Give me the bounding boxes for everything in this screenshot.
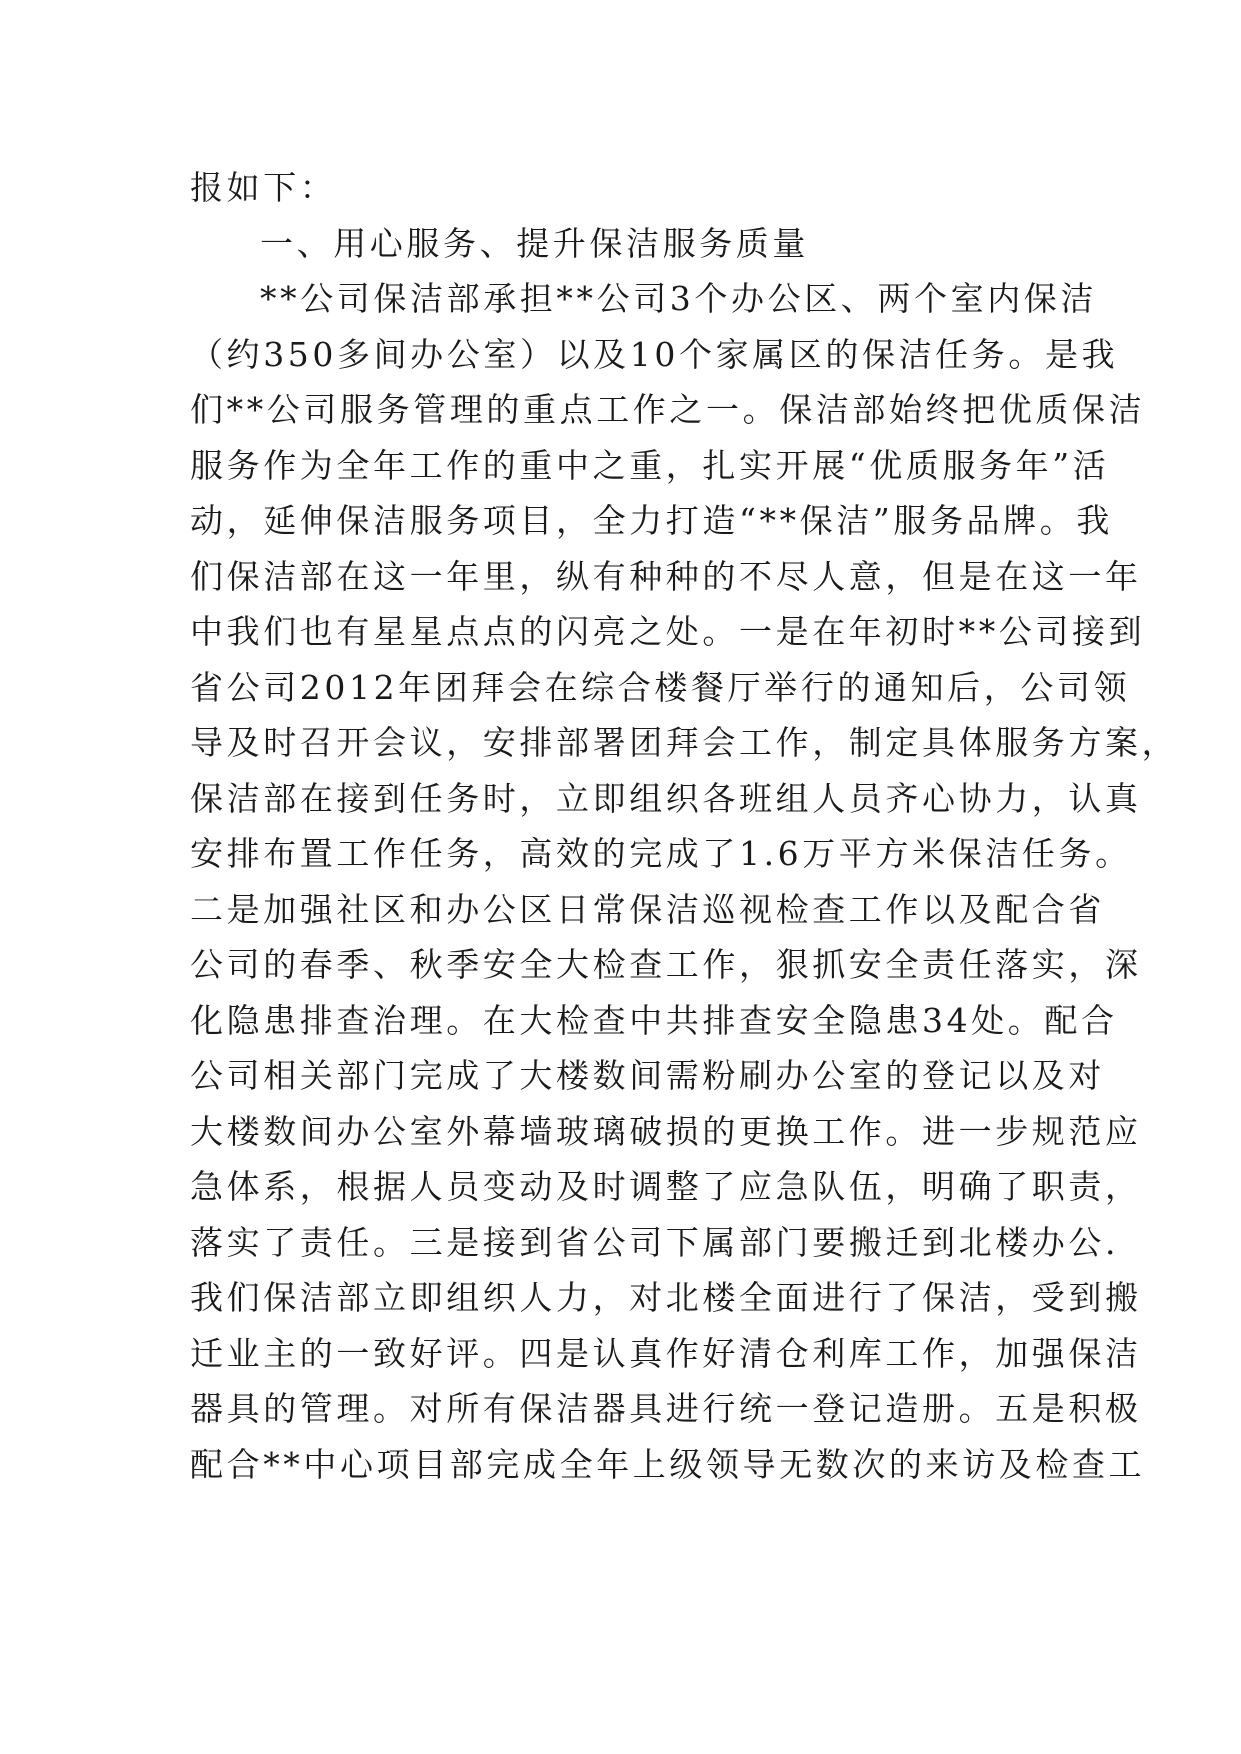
- text-line: 急体系，根据人员变动及时调整了应急队伍，明确了职责，: [190, 1167, 1142, 1206]
- text-line: 我们保洁部立即组织人力，对北楼全面进行了保洁，受到搬: [190, 1278, 1142, 1317]
- body-text: [190, 160, 1179, 1492]
- text-line: 公司相关部门完成了大楼数间需粉刷办公室的登记以及对: [190, 1056, 1105, 1095]
- text-line: 们保洁部在这一年里，纵有种种的不尽人意，但是在这一年: [190, 556, 1142, 596]
- text-line: 安排布置工作任务，高效的完成了1.6万平方米保洁任务。: [190, 834, 1132, 873]
- text-line: **公司保洁部承担**公司3个办公区、两个室内保洁: [260, 279, 1097, 318]
- text-line: 公司的春季、秋季安全大检查工作，狠抓安全责任落实，深: [190, 945, 1142, 984]
- text-line: 报如下：: [190, 168, 337, 207]
- section-heading: 一、用心服务、提升保洁服务质量: [260, 223, 809, 263]
- text-line: 服务作为全年工作的重中之重，扎实开展“优质服务年”活: [190, 445, 1110, 485]
- text-line: 迁业主的一致好评。四是认真作好清仓利库工作，加强保洁: [190, 1333, 1142, 1373]
- text-line: 化隐患排查治理。在大检查中共排查安全隐患34处。配合: [190, 1000, 1118, 1040]
- text-line: 导及时召开会议，安排部署团拜会工作，制定具体服务方案，: [190, 723, 1179, 762]
- text-line: 动，延伸保洁服务项目，全力打造“**保洁”服务品牌。我: [190, 501, 1113, 540]
- text-line: 落实了责任。三是接到省公司下属部门要搬迁到北楼办公.: [190, 1222, 1120, 1262]
- text-line: 保洁部在接到任务时，立即组织各班组人员齐心协力，认真: [190, 778, 1142, 818]
- text-line: 器具的管理。对所有保洁器具进行统一登记造册。五是积极: [190, 1389, 1142, 1428]
- text-line: 中我们也有星星点点的闪亮之处。一是在年初时**公司接到: [190, 612, 1146, 651]
- text-line: （约350多间办公室）以及10个家属区的保洁任务。是我: [190, 334, 1119, 374]
- text-line: 们**公司服务管理的重点工作之一。保洁部始终把优质保洁: [190, 390, 1146, 429]
- text-line: 二是加强社区和办公区日常保洁巡视检查工作以及配合省: [190, 889, 1105, 929]
- text-line: 配合**中心项目部完成全年上级领导无数次的来访及检查工: [190, 1444, 1146, 1484]
- text-line: 大楼数间办公室外幕墙玻璃破损的更换工作。进一步规范应: [190, 1111, 1142, 1151]
- text-line: 省公司2012年团拜会在综合楼餐厅举行的通知后，公司领: [190, 667, 1131, 707]
